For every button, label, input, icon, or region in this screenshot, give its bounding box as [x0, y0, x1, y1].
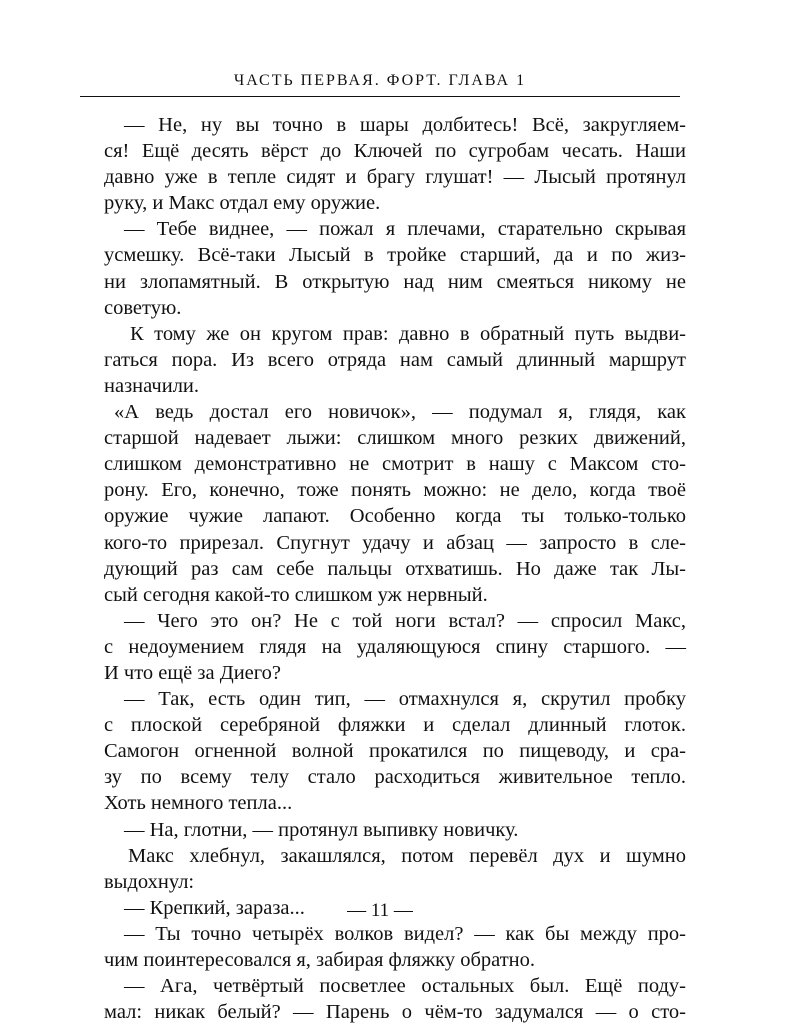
body-text [104, 112, 686, 1025]
text-line: с плоской серебряной фляжки и сделал длинный глоток. [104, 714, 686, 737]
text-line: Макс хлебнул, закашлялся, потом перевёл дух и шумно [128, 844, 686, 867]
text-line: давно уже в тепле сидят и брагу глушат! — Лысый протянул [104, 166, 686, 189]
text-line: назначили. [104, 374, 200, 397]
text-line: — Крепкий, зараза... [124, 896, 305, 919]
text-line: — На, глотни, — протянул выпивку новичку. [124, 818, 519, 841]
text-line: оружие чужие лапают. Особенно когда ты только-только [104, 505, 686, 528]
text-line: — Ага, четвёртый посветлее остальных был. Ещё поду- [124, 975, 686, 998]
text-line: И что ещё за Диего? [104, 661, 282, 684]
text-line: — Тебе виднее, — пожал я плечами, старательно скрывая [124, 218, 686, 241]
text-line: — Не, ну вы точно в шары долбитесь! Всё, закругляем- [124, 114, 686, 136]
text-line: — Ты точно четырёх волков видел? — как бы между про- [124, 922, 686, 945]
text-line: зу по всему телу стало расходиться живительное тепло. [104, 766, 686, 789]
text-line: старшой надевает лыжи: слишком много резких движений, [104, 427, 686, 450]
header-rule [80, 96, 680, 97]
text-line: руку, и Макс отдал ему оружие. [104, 192, 381, 215]
text-line: слишком демонстративно не смотрит в нашу с Максом сто- [104, 453, 686, 476]
text-line: Хоть немного тепла... [104, 792, 293, 815]
text-line: сый сегодня какой-то слишком уж нервный. [104, 583, 488, 606]
text-line: — Так, есть один тип, — отмахнулся я, скрутил пробку [124, 688, 686, 711]
text-line: с недоумением глядя на удаляющуюся спину старшого. — [104, 635, 686, 658]
text-line: мал: никак белый? — Парень о чём-то задумался — о сто- [104, 1001, 686, 1024]
text-line: чим поинтересовался я, забирая фляжку обратно. [104, 949, 536, 971]
text-line: «А ведь достал его новичок», — подумал я, глядя, как [114, 401, 686, 424]
text-line: — Чего это он? Не с той ноги встал? — спросил Макс, [124, 609, 686, 632]
page-number: — 11 — [347, 900, 413, 921]
text-line: советую. [104, 296, 182, 319]
text-line: ся! Ещё десять вёрст до Ключей по сугробам чесать. Наши [104, 140, 686, 163]
text-line: К тому же он кругом прав: давно в обратный путь выдви- [130, 322, 686, 345]
text-line: Самогон огненной волной прокатился по пищеводу, и сра- [104, 740, 686, 763]
text-line: рону. Его, конечно, тоже понять можно: не дело, когда твоё [104, 479, 686, 502]
running-head: ЧАСТЬ ПЕРВАЯ. ФОРТ. ГЛАВА 1 [233, 72, 527, 89]
text-line: выдохнул: [104, 870, 195, 893]
text-line: дующий раз сам себе пальцы отхватишь. Но даже так Лы- [104, 557, 686, 580]
text-line: гаться пора. Из всего отряда нам самый длинный маршрут [104, 348, 686, 371]
text-line: ни злопамятный. В открытую над ним смеяться никому не [104, 270, 686, 293]
text-line: кого-то прирезал. Спугнут удачу и абзац — запросто в сле- [104, 531, 686, 554]
text-line: усмешку. Всё-таки Лысый в тройке старший, да и по жиз- [104, 244, 686, 267]
